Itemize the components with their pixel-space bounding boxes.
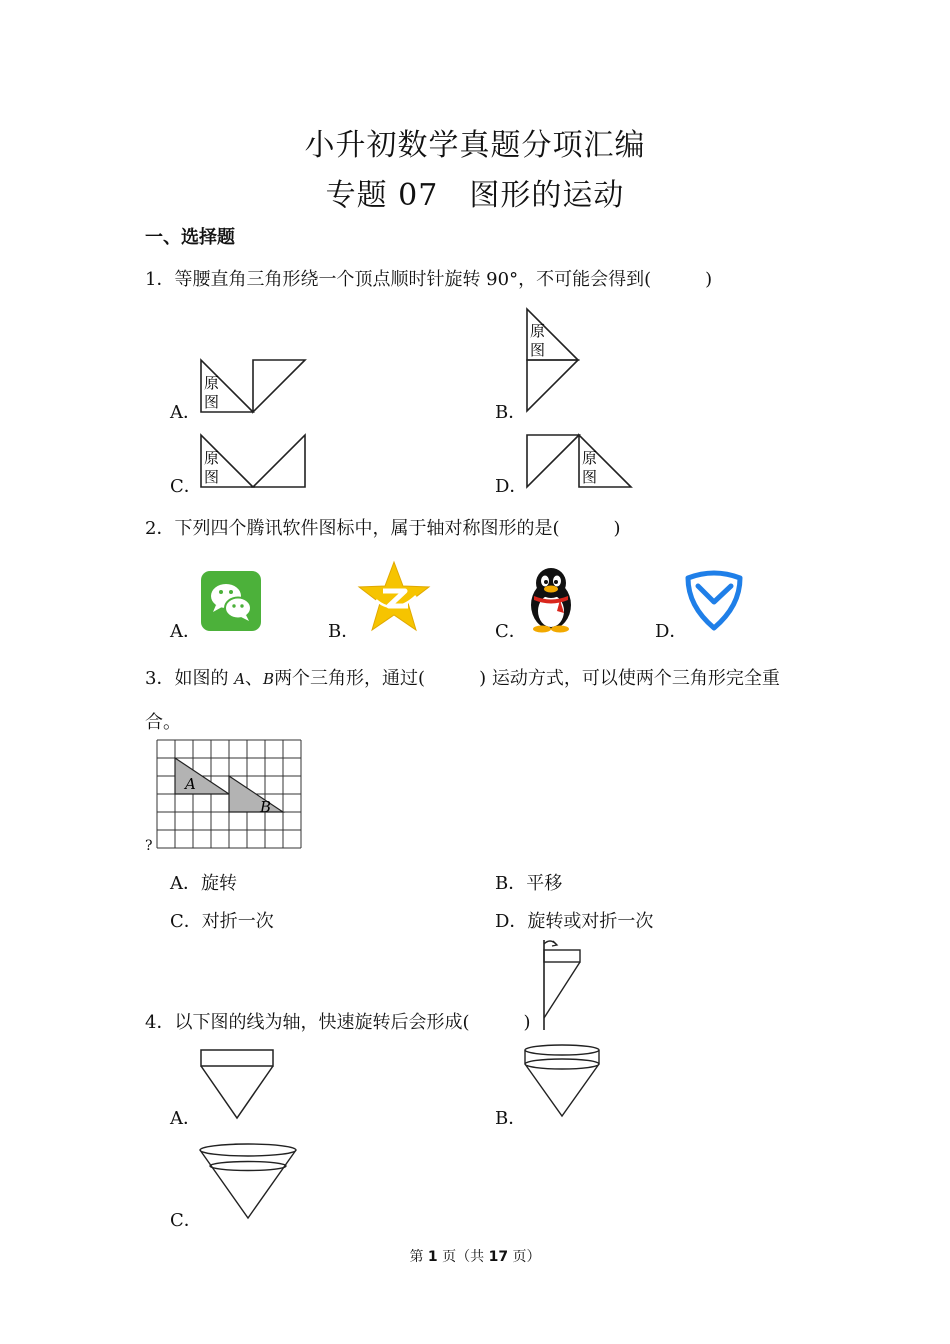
question-4-text: 4．以下图的线为轴，快速旋转后会形成( ) — [145, 1012, 531, 1033]
qzone-star-icon — [356, 560, 432, 634]
q3-separator: 、 — [245, 668, 264, 689]
q1-option-b-figure — [518, 300, 588, 420]
q3-label-a: A — [234, 670, 246, 688]
q1-option-c-label: C． — [170, 476, 202, 497]
q1-figure-label-top: 原 — [204, 449, 220, 467]
q1-figure-label-bottom: 图 — [530, 341, 546, 359]
q1-option-a-label: A． — [170, 402, 201, 423]
section-heading: 一、选择题 — [145, 227, 235, 248]
q3-option-a: A．旋转 — [170, 873, 237, 894]
question-1-text: 1．等腰直角三角形绕一个顶点顺时针旋转 90°，不可能会得到( ) — [145, 269, 713, 290]
qq-penguin-icon — [524, 565, 578, 633]
footer-middle: 页（共 — [437, 1249, 489, 1265]
q1-figure-label-bottom: 图 — [582, 468, 598, 486]
question-3-text-line2: 合。 — [145, 712, 181, 733]
footer-page-number: 1 — [427, 1249, 438, 1265]
q4-option-a-figure — [198, 1046, 278, 1122]
q2-option-a-label: A． — [170, 621, 201, 642]
footer-suffix: 页） — [508, 1249, 541, 1265]
q4-option-c-label: C． — [170, 1210, 202, 1231]
q3-text-part1: 3．如图的 — [145, 668, 229, 689]
wechat-icon — [200, 570, 262, 632]
q4-option-c-figure — [198, 1140, 302, 1224]
q3-option-c: C．对折一次 — [170, 911, 274, 932]
grid-label-a: A — [185, 775, 196, 793]
q2-option-d-label: D． — [655, 621, 688, 642]
q1-figure-label-top: 原 — [530, 322, 546, 340]
q3-text-part2: 两个三角形，通过( ) 运动方式，可以使两个三角形完全重 — [274, 668, 780, 689]
q4-option-b-label: B． — [495, 1108, 527, 1129]
q3-option-b: B．平移 — [495, 873, 563, 894]
q1-option-b-label: B． — [495, 402, 527, 423]
tencent-guard-shield-icon — [684, 570, 744, 632]
question-2-text: 2．下列四个腾讯软件图标中，属于轴对称图形的是( ) — [145, 518, 621, 539]
q1-option-d-figure — [518, 425, 648, 495]
q1-option-a-figure — [190, 350, 320, 420]
q4-option-b-figure — [522, 1042, 604, 1122]
page-subtitle: 专题 07 图形的运动 — [325, 178, 625, 213]
page-title: 小升初数学真题分项汇编 — [304, 128, 646, 163]
question-3-text — [145, 664, 780, 690]
q3-label-b: B — [263, 670, 275, 688]
page-footer — [0, 1246, 950, 1266]
grid-label-b: B — [260, 798, 272, 816]
q1-figure-label-bottom: 图 — [204, 393, 220, 411]
q2-option-b-label: B． — [328, 621, 360, 642]
q1-figure-label-top: 原 — [204, 374, 220, 392]
q2-option-c-label: C． — [495, 621, 527, 642]
q4-option-a-label: A． — [170, 1108, 201, 1129]
q3-option-d: D．旋转或对折一次 — [495, 911, 654, 932]
q1-figure-label-bottom: 图 — [204, 468, 220, 486]
q3-question-mark: ? — [145, 838, 153, 854]
footer-prefix: 第 — [409, 1249, 428, 1265]
q1-option-d-label: D． — [495, 476, 528, 497]
q1-figure-label-top: 原 — [582, 449, 598, 467]
footer-total-pages: 17 — [488, 1249, 509, 1265]
q4-axis-figure — [530, 938, 590, 1038]
q3-grid-figure — [157, 740, 301, 852]
q1-option-c-figure — [190, 425, 320, 495]
